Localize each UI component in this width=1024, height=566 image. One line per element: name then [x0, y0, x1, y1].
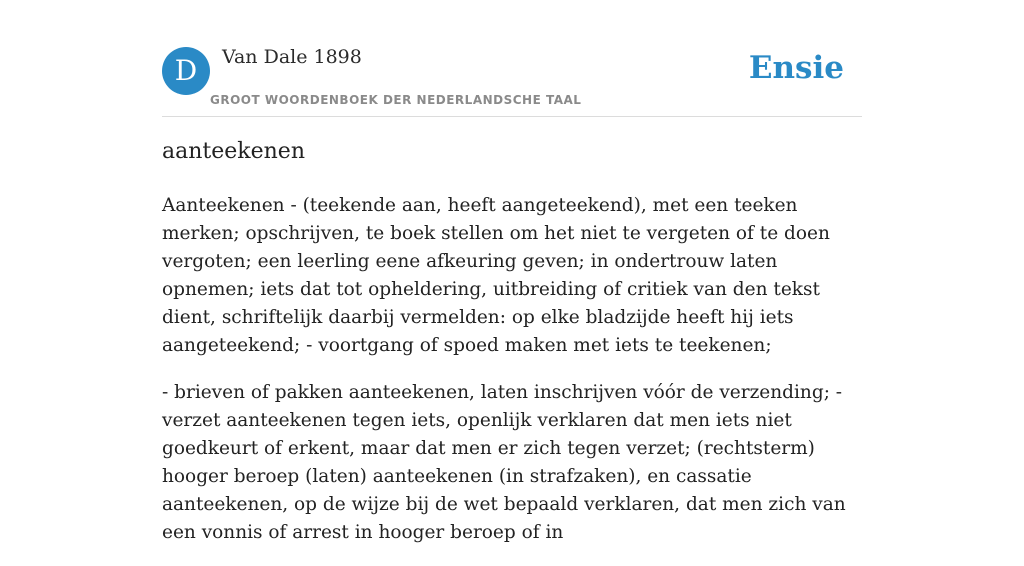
- definition: [162, 192, 862, 566]
- definition-paragraph: - brieven of pakken aanteekenen, laten inschrijven vóór de verzending; - verzet aanteekenen tegen iets, openlijk verklaren dat men iets niet goedkeurt of erkent, maar dat men er zich tegen verzet; (rechtsterm) hooger beroep (laten) aanteekenen (in strafzaken), en cassatie aanteekenen, op de wijze bij de wet bepaald verklaren, dat men zich van een vonnis of arrest in hooger beroep of in: [162, 382, 846, 543]
- ensie-logo[interactable]: Ensie: [748, 50, 844, 86]
- source-avatar[interactable]: D: [162, 47, 210, 95]
- source-subtitle: GROOT WOORDENBOEK DER NEDERLANDSCHE TAAL: [210, 93, 582, 107]
- source-title[interactable]: Van Dale 1898: [222, 46, 362, 68]
- headword: aanteekenen: [162, 139, 305, 164]
- page: [162, 0, 862, 543]
- definition-paragraph: Aanteekenen - (teekende aan, heeft aangeteekend), met een teeken merken; opschrijven, te boek stellen om het niet te vergeten of te doen vergoten; een leerling eene afkeuring geven; in ondertrouw laten opnemen; iets dat tot opheldering, uitbreiding of critiek van den tekst dient, schriftelijk daarbij vermelden: op elke bladzijde heeft hij iets aangeteekend; - voortgang of spoed maken met iets te teekenen;: [162, 195, 830, 356]
- header: [162, 0, 862, 117]
